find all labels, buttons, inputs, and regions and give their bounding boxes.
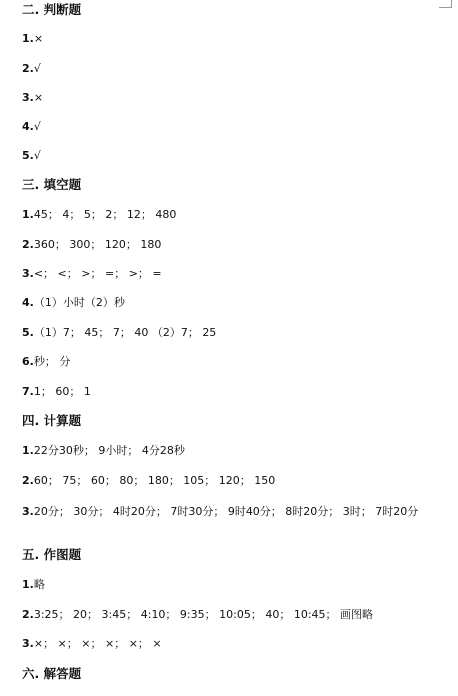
page-corner-mark (439, 0, 452, 8)
answer-number: 3. (22, 91, 34, 104)
answer-line (22, 473, 447, 489)
answer-text: × (33, 32, 44, 45)
section-heading-judgment: 二. 判断题 (22, 2, 82, 17)
answer-number: 2. (22, 474, 34, 487)
answer-line (22, 443, 447, 459)
section-heading-calculation: 四. 计算题 (22, 413, 82, 428)
answer-number: 5. (22, 326, 34, 339)
answer-text: 略 (33, 578, 45, 591)
answer-line (22, 325, 447, 341)
answer-text: √ (33, 120, 41, 133)
answer-number: 2. (22, 62, 34, 75)
answer-number: 1. (22, 32, 34, 45)
answer-number: 7. (22, 385, 34, 398)
answer-line (22, 607, 447, 623)
answer-number: 3. (22, 637, 34, 650)
answer-line (22, 61, 447, 77)
answer-line (22, 90, 447, 106)
answer-number: 4. (22, 120, 34, 133)
answer-line (22, 636, 447, 652)
answer-line (22, 237, 447, 253)
answer-line (22, 295, 447, 311)
answer-text: 60； 75； 60； 80； 180； 105； 120； 150 (33, 474, 276, 487)
answer-line (22, 207, 447, 223)
answer-number: 4. (22, 296, 34, 309)
answer-text: × (33, 91, 44, 104)
answer-line (22, 31, 447, 47)
answer-text: （1）7； 45； 7； 40 （2）7； 25 (33, 326, 217, 339)
answer-number: 1. (22, 208, 34, 221)
answer-line (22, 148, 447, 164)
answer-text: 360； 300； 120； 180 (33, 238, 162, 251)
answer-line (22, 266, 447, 282)
answer-number: 2. (22, 238, 34, 251)
answer-number: 2. (22, 608, 34, 621)
answer-text: 1； 60； 1 (33, 385, 91, 398)
answer-number: 6. (22, 355, 34, 368)
answer-number: 3. (22, 267, 34, 280)
answer-text: 22分30秒； 9小时； 4分28秒 (33, 444, 185, 457)
answer-number: 3. (22, 505, 34, 518)
answer-line (22, 577, 447, 593)
answer-number: 1. (22, 578, 34, 591)
answer-number: 1. (22, 444, 34, 457)
answer-text: ×； ×； ×； ×； ×； × (33, 637, 162, 650)
section-heading-solution: 六. 解答题 (22, 666, 82, 681)
answer-line (22, 384, 447, 400)
section-heading-drawing: 五. 作图题 (22, 547, 82, 562)
answer-number: 5. (22, 149, 34, 162)
answer-text: 秒； 分 (33, 355, 71, 368)
answer-text: √ (33, 149, 41, 162)
section-heading-fill-in: 三. 填空题 (22, 177, 82, 192)
answer-text: <； <； >； =； >； = (33, 267, 162, 280)
answer-line (22, 119, 447, 135)
answer-text: 3:25； 20； 3:45； 4:10； 9:35； 10:05； 40； 10:45； 画图略 (33, 608, 374, 621)
answer-text: √ (33, 62, 41, 75)
answer-line (22, 354, 447, 370)
answer-text: 45； 4； 5； 2； 12； 480 (33, 208, 177, 221)
answer-text: 20分； 30分； 4时20分； 7时30分； 9时40分； 8时20分； 3时； 7时20分 (33, 505, 419, 518)
answer-text: （1）小时（2）秒 (33, 296, 125, 309)
answer-line (22, 504, 447, 520)
